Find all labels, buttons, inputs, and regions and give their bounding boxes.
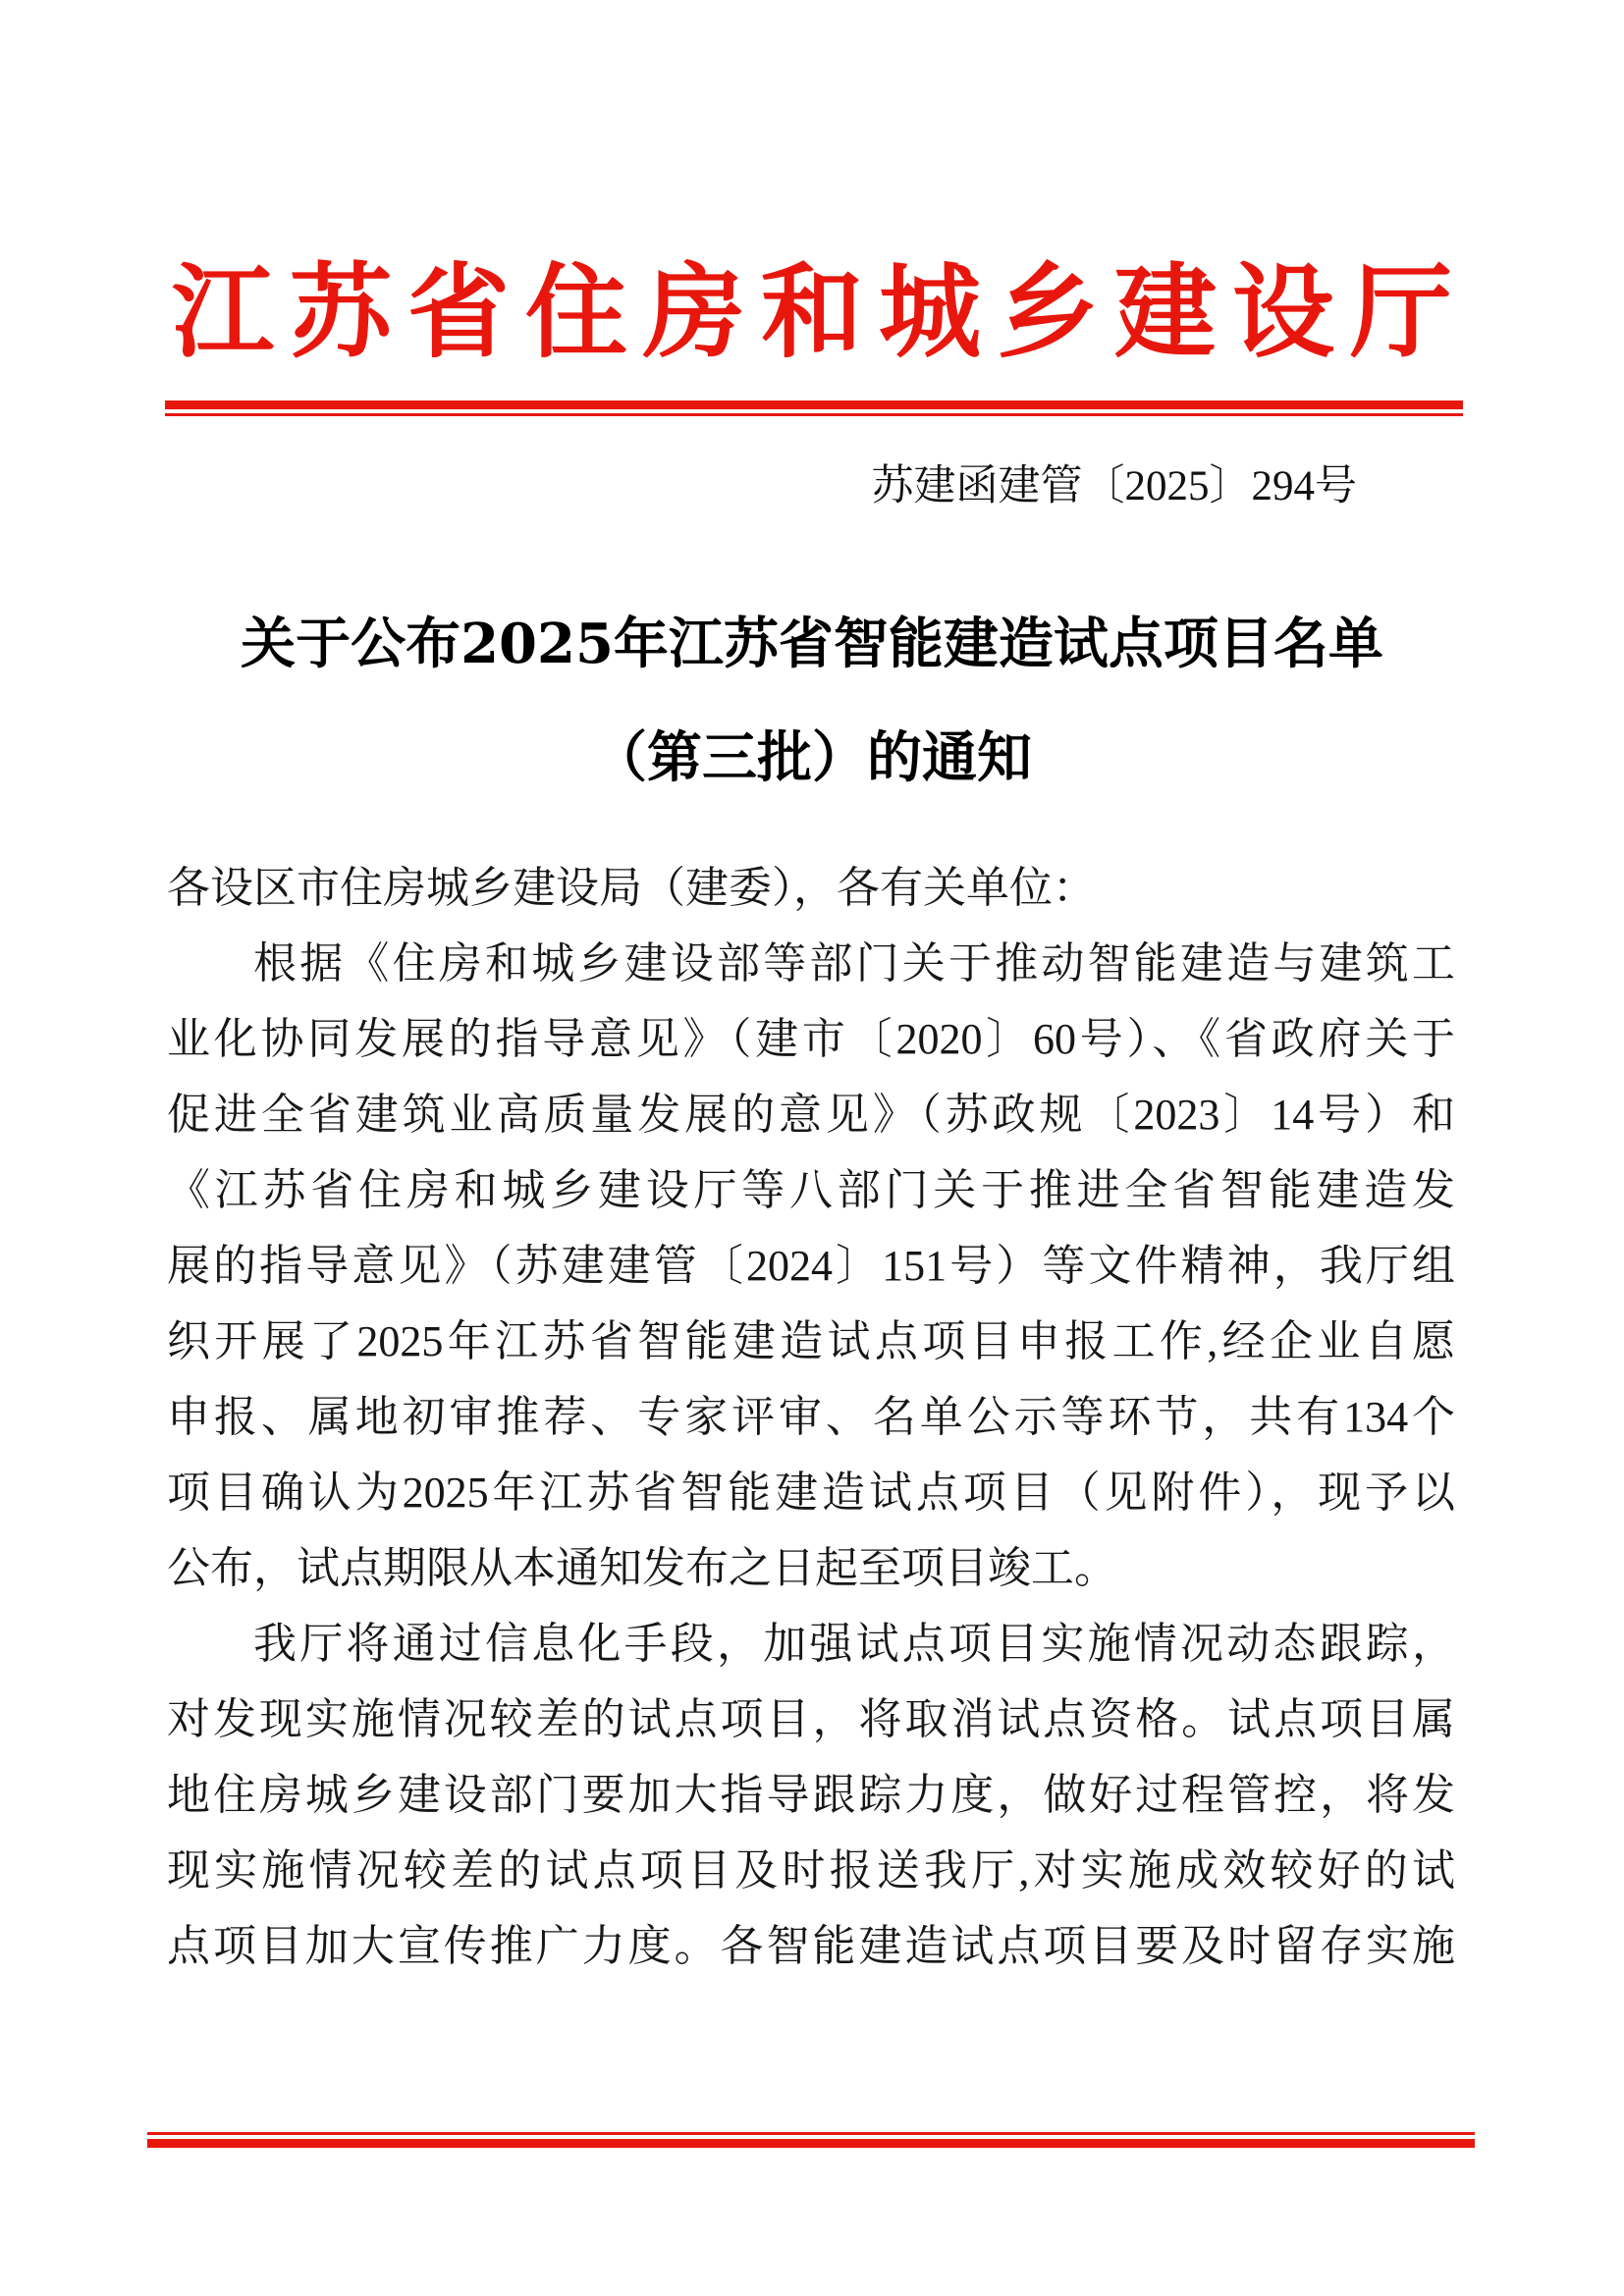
body-line: 申报、属地初审推荐、专家评审、名单公示等环节，共有134个: [167, 1393, 1455, 1441]
agency-masthead: 江苏省住房和城乡建设厅: [171, 251, 1468, 372]
notice-title: [0, 587, 1624, 815]
body-line: 展的指导意见》（苏建建管〔2024〕151号）等文件精神，我厅组: [167, 1242, 1455, 1290]
body-line: 根据《住房和城乡建设部等部门关于推动智能建造与建筑工: [253, 939, 1455, 988]
salutation-line: 各设区市住房城乡建设局（建委），各有关单位：: [167, 864, 1096, 912]
body-line: 点项目加大宣传推广力度。各智能建造试点项目要及时留存实施: [167, 1922, 1455, 1970]
body-line: 织开展了2025年江苏省智能建造试点项目申报工作,经企业自愿: [167, 1317, 1455, 1365]
header-divider-thin-line: [165, 413, 1463, 416]
header-divider: [165, 400, 1463, 416]
footer-divider: [147, 2132, 1475, 2148]
body-line: 《江苏省住房和城乡建设厅等八部门关于推进全省智能建造发: [167, 1166, 1455, 1214]
body-line: 对发现实施情况较差的试点项目，将取消试点资格。试点项目属: [167, 1695, 1455, 1743]
notice-title-line1: 关于公布2025年江苏省智能建造试点项目名单: [241, 612, 1383, 676]
body-line: 现实施情况较差的试点项目及时报送我厅,对实施成效较好的试: [167, 1846, 1455, 1895]
body-line: 我厅将通过信息化手段，加强试点项目实施情况动态跟踪，: [253, 1620, 1455, 1668]
header-divider-thick-line: [165, 400, 1463, 409]
notice-body: [167, 850, 1455, 1984]
body-line: 公布，试点期限从本通知发布之日起至项目竣工。: [167, 1544, 1117, 1592]
body-line: 业化协同发展的指导意见》（建市〔2020〕60号）、《省政府关于: [167, 1015, 1455, 1063]
body-line: 地住房城乡建设部门要加大指导跟踪力度，做好过程管控，将发: [167, 1771, 1455, 1819]
body-line: 促进全省建筑业高质量发展的意见》（苏政规〔2023〕14号）和: [167, 1091, 1455, 1139]
footer-divider-thick-line: [147, 2139, 1475, 2148]
document-reference-number: 苏建函建管〔2025〕294号: [871, 463, 1357, 509]
body-line: 项目确认为2025年江苏省智能建造试点项目（见附件），现予以: [167, 1468, 1455, 1517]
notice-title-line2: （第三批）的通知: [592, 725, 1032, 790]
